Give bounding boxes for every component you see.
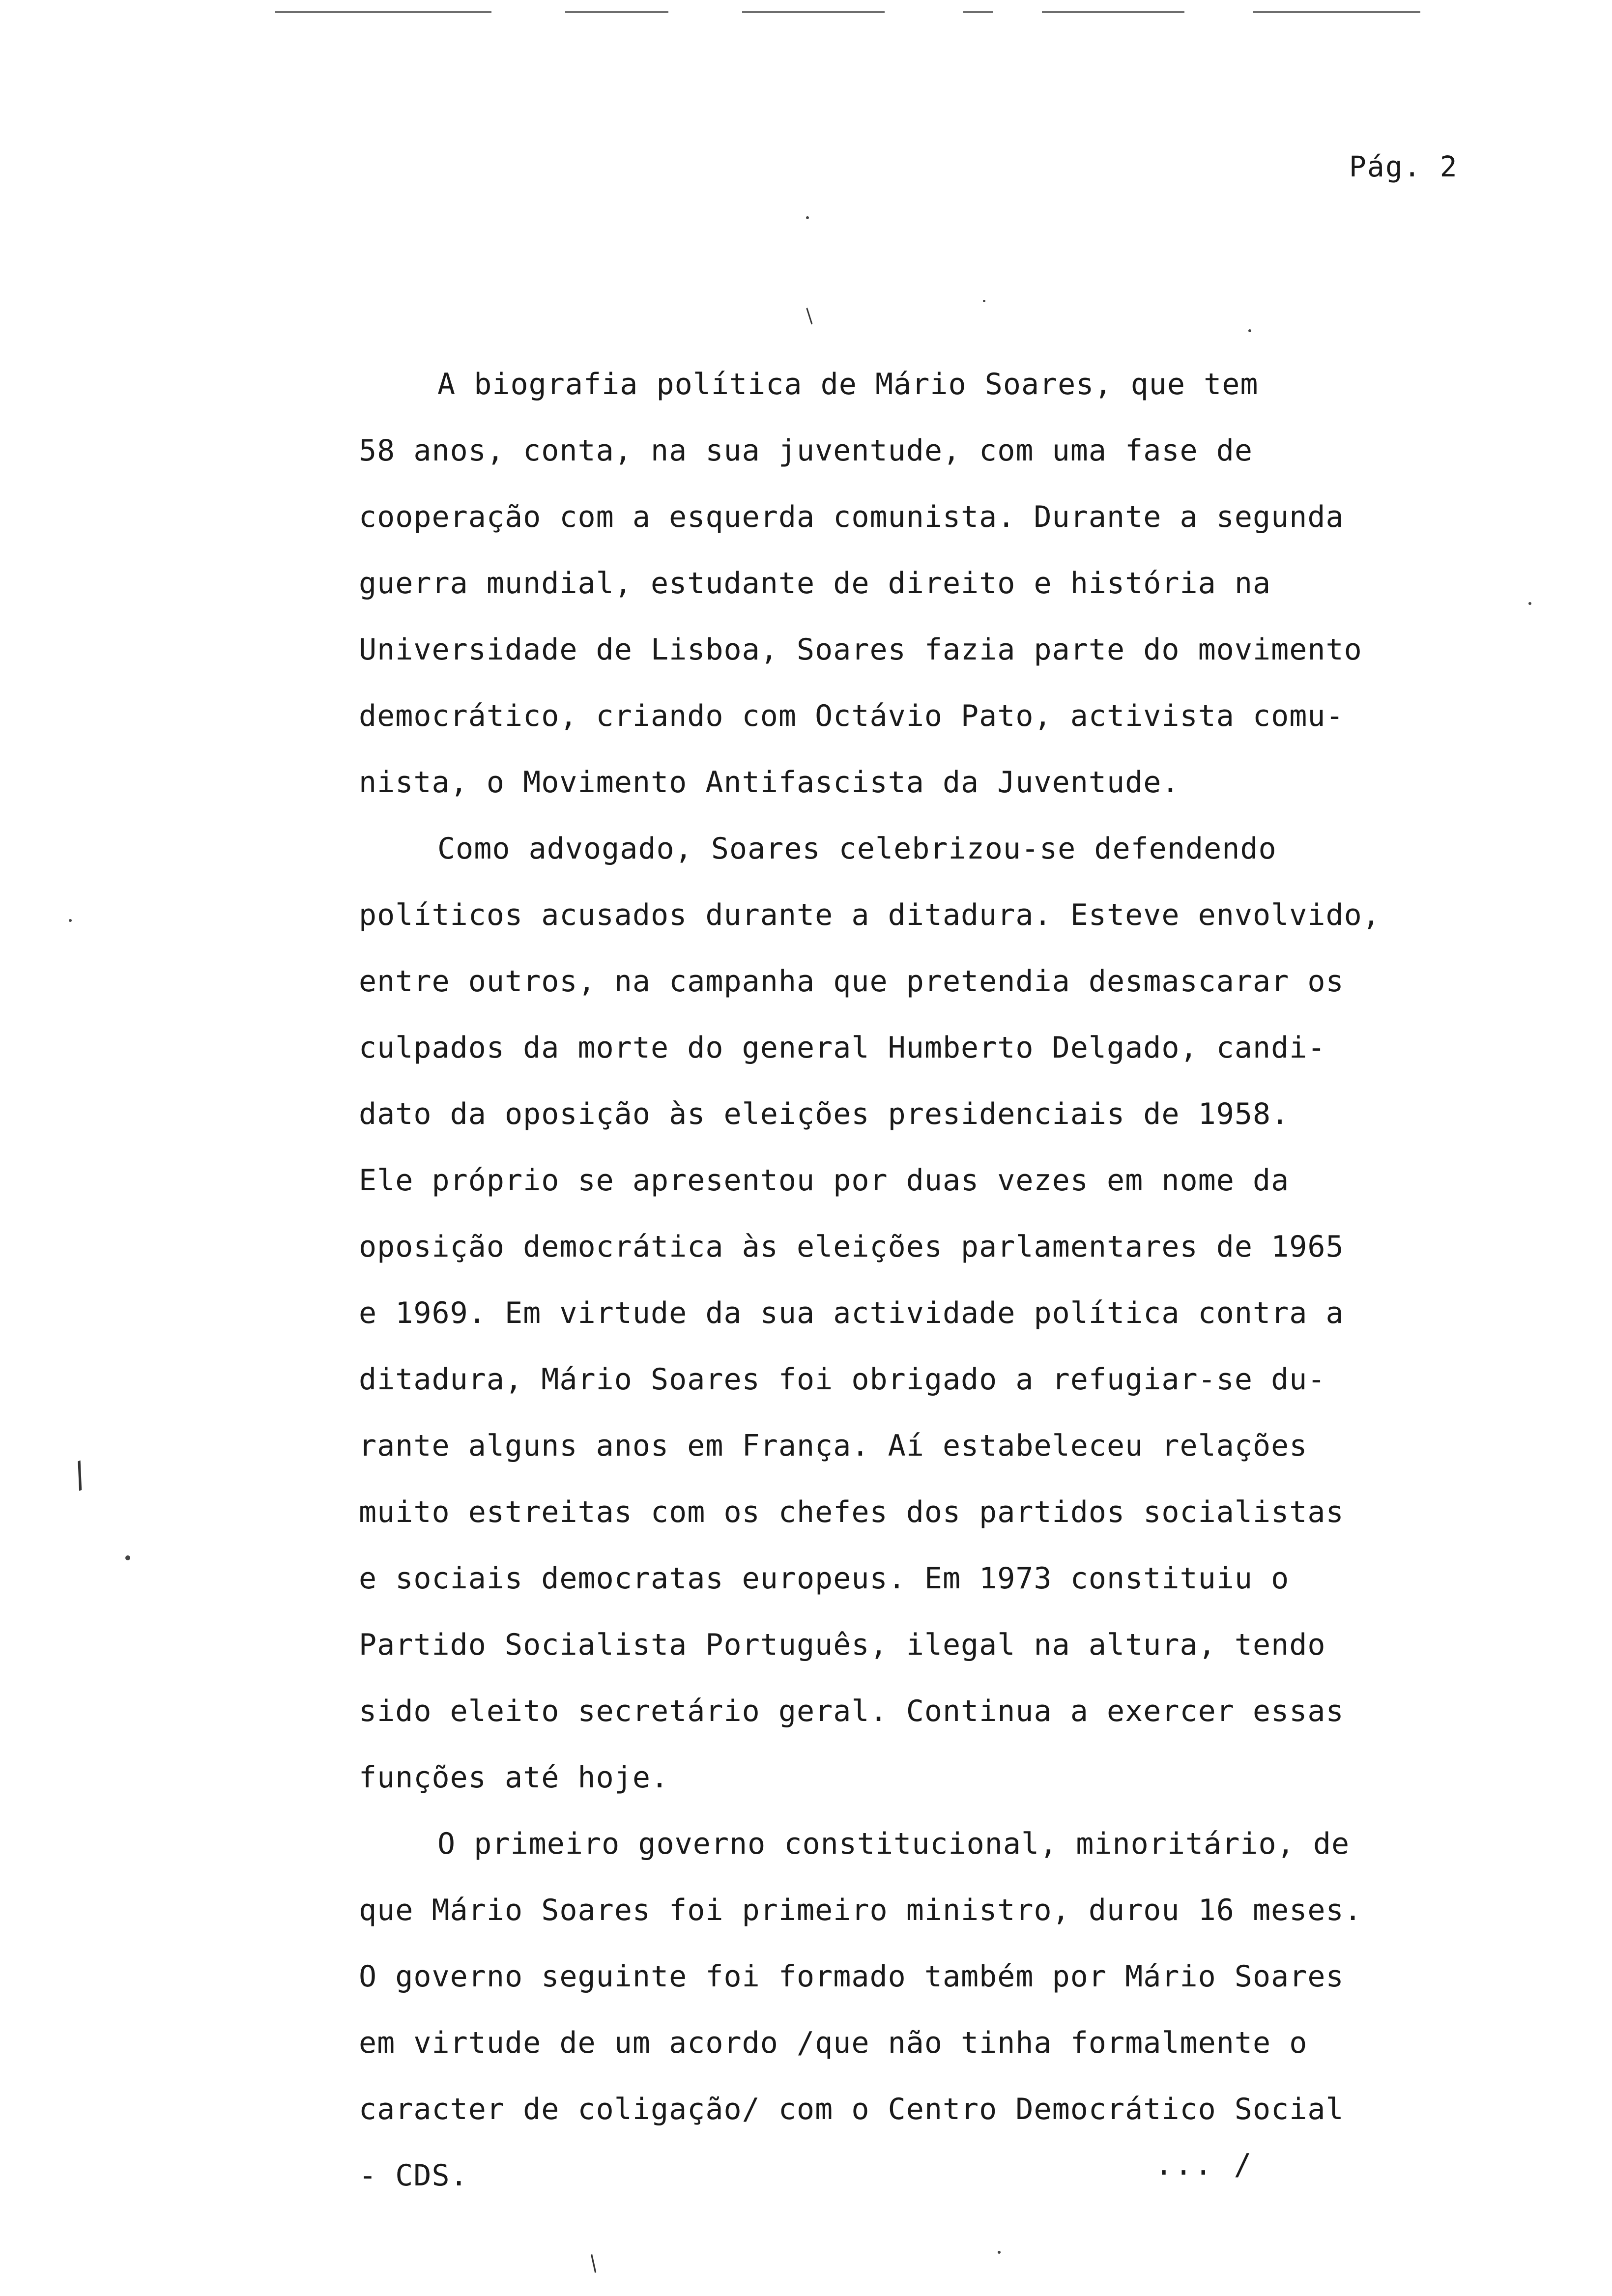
text-line: em virtude de um acordo /que não tinha formalmente o [359, 2026, 1308, 2060]
continuation-mark: ... / [1155, 2148, 1254, 2182]
body-text [359, 351, 1489, 2209]
text-line: O primeiro governo constitucional, minoritário, de [437, 1827, 1350, 1861]
text-line: dato da oposição às eleições presidenciais de 1958. [359, 1097, 1290, 1131]
text-line: caracter de coligação/ com o Centro Democrático Social [359, 2092, 1344, 2126]
top-rule-4 [963, 11, 993, 13]
page-number: Pág. 2 [1349, 150, 1458, 183]
text-line: 58 anos, conta, na sua juventude, com uma fase de [359, 433, 1253, 468]
scan-speck [1528, 602, 1531, 605]
text-line: e 1969. Em virtude da sua actividade política contra a [359, 1296, 1344, 1330]
top-rule-2 [565, 11, 668, 13]
scan-speck [983, 300, 985, 302]
text-line: Ele próprio se apresentou por duas vezes em nome da [359, 1163, 1290, 1198]
scan-speck [806, 216, 809, 219]
text-line: Universidade de Lisboa, Soares fazia parte do movimento [359, 632, 1362, 667]
text-line: O governo seguinte foi formado também por Mário Soares [359, 1959, 1344, 1994]
text-line: e sociais democratas europeus. Em 1973 constituiu o [359, 1561, 1290, 1596]
text-line: culpados da morte do general Humberto Delgado, candi- [359, 1031, 1326, 1065]
scan-mark: / [67, 1454, 92, 1496]
top-rule-5 [1042, 11, 1184, 13]
text-line: muito estreitas com os chefes dos partidos socialistas [359, 1495, 1344, 1529]
text-line: que Mário Soares foi primeiro ministro, durou 16 meses. [359, 1893, 1362, 1927]
text-line: Como advogado, Soares celebrizou-se defendendo [437, 832, 1277, 866]
text-line: democrático, criando com Octávio Pato, activista comu- [359, 699, 1344, 733]
text-line: funções até hoje. [359, 1760, 669, 1795]
text-line: - CDS. [359, 2158, 468, 2193]
top-rule-3 [742, 11, 885, 13]
scan-speck [998, 2251, 1001, 2254]
text-line: entre outros, na campanha que pretendia desmascarar os [359, 964, 1344, 999]
text-line: guerra mundial, estudante de direito e história na [359, 566, 1271, 601]
text-line: ditadura, Mário Soares foi obrigado a refugiar-se du- [359, 1362, 1326, 1397]
scan-mark: / [584, 2250, 603, 2276]
text-line: oposição democrática às eleições parlamentares de 1965 [359, 1230, 1344, 1264]
text-line: políticos acusados durante a ditadura. Esteve envolvido, [359, 898, 1381, 932]
text-line: sido eleito secretário geral. Continua a exercer essas [359, 1694, 1344, 1728]
top-rule-6 [1253, 11, 1420, 13]
text-line: nista, o Movimento Antifascista da Juventude. [359, 765, 1180, 800]
text-line: A biografia política de Mário Soares, que tem [437, 367, 1259, 402]
scan-speck [1248, 329, 1251, 332]
text-line: cooperação com a esquerda comunista. Durante a segunda [359, 500, 1344, 534]
scan-speck [125, 1555, 130, 1560]
scan-speck [69, 919, 72, 922]
top-rule-1 [275, 11, 491, 13]
text-line: rante alguns anos em França. Aí estabeleceu relações [359, 1429, 1308, 1463]
scan-mark: / [800, 305, 819, 327]
text-line: Partido Socialista Português, ilegal na altura, tendo [359, 1628, 1326, 1662]
